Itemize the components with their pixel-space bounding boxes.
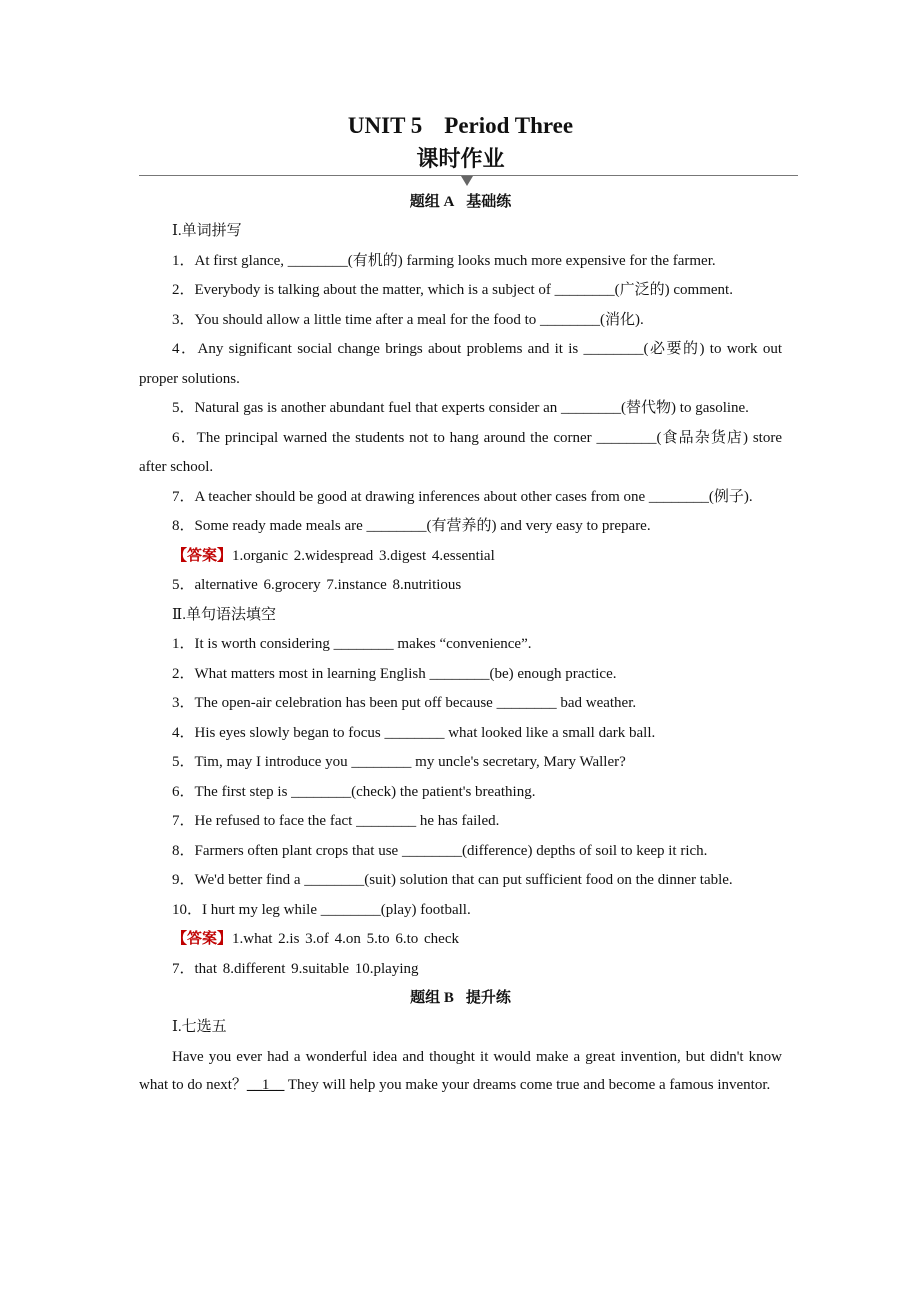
question-item: 6．The first step is ________(check) the patient's breathing. (172, 783, 536, 800)
page-subtitle: 课时作业 (416, 146, 505, 171)
question-item: 1．It is worth considering ________ makes “convenience”. (172, 636, 532, 652)
reading-paragraph: Have you ever had a wonderful idea and thought it would make a great invention, but didn't know what to do next？__1__ They will help you make your dreams come true and become a famous inventor. (139, 1048, 782, 1093)
answer-line: 【答案】1.organic 2.widespread 3.digest 4.essential (172, 547, 495, 564)
question-item: 2．What matters most in learning English ________(be) enough practice. (172, 665, 617, 682)
question-item: 6．The principal warned the students not to hang around the corner ________(食品杂货店) store after school. (139, 429, 782, 475)
page-title (139, 110, 782, 142)
question-item: 3．The open-air celebration has been put off because ________ bad weather. (172, 695, 637, 711)
answer-tag: 【答案】 (172, 547, 233, 564)
period-label: Period Three (444, 113, 574, 138)
document-page (139, 110, 782, 1099)
question-item: 5．Natural gas is another abundant fuel that experts consider an ________(替代物) to gasoline. (172, 400, 749, 416)
question-item: 1．At first glance, ________(有机的) farming looks much more expensive for the farmer. (172, 252, 716, 269)
title-divider (139, 174, 782, 188)
group-b-heading: 题组 B 提升练 (410, 990, 511, 1006)
question-item: 7．He refused to face the fact ________ he has failed. (172, 813, 500, 829)
unit-label: UNIT 5 (347, 113, 423, 138)
section-title: Ⅱ.单句语法填空 (172, 606, 276, 623)
blank-1: __1__ (246, 1076, 285, 1093)
question-item: 8．Farmers often plant crops that use ________(difference) depths of soil to keep it rich. (172, 842, 708, 859)
question-item: 7．A teacher should be good at drawing inferences about other cases from one ________(例子). (172, 488, 753, 505)
question-item: 4．His eyes slowly began to focus ________ what looked like a small dark ball. (172, 724, 656, 741)
question-item: 2．Everybody is talking about the matter, which is a subject of ________(广泛的) comment. (172, 282, 733, 298)
group-a-heading: 题组 A 基础练 (409, 194, 512, 210)
question-item: 5．Tim, may I introduce you ________ my uncle's secretary, Mary Waller? (172, 754, 626, 770)
answer-line: 5．alternative 6.grocery 7.instance 8.nutritious (172, 577, 462, 593)
answer-line: 【答案】1.what 2.is 3.of 4.on 5.to 6.to check (172, 931, 459, 947)
section-title: Ⅰ.七选五 (172, 1019, 227, 1035)
answer-line: 7．that 8.different 9.suitable 10.playing (172, 960, 419, 977)
question-item: 3．You should allow a little time after a meal for the food to ________(消化). (172, 311, 644, 328)
divider-triangle-icon (461, 176, 473, 186)
section-title: Ⅰ.单词拼写 (172, 223, 242, 239)
answer-tag: 【答案】 (172, 931, 233, 947)
question-item: 4．Any significant social change brings about problems and it is ________(必要的) to work out proper solutions. (139, 341, 782, 387)
question-item: 10．I hurt my leg while ________(play) football. (172, 901, 471, 918)
question-item: 8．Some ready made meals are ________(有营养的) and very easy to prepare. (172, 518, 651, 534)
question-item: 9．We'd better find a ________(suit) solution that can put sufficient food on the dinner table. (172, 872, 733, 888)
